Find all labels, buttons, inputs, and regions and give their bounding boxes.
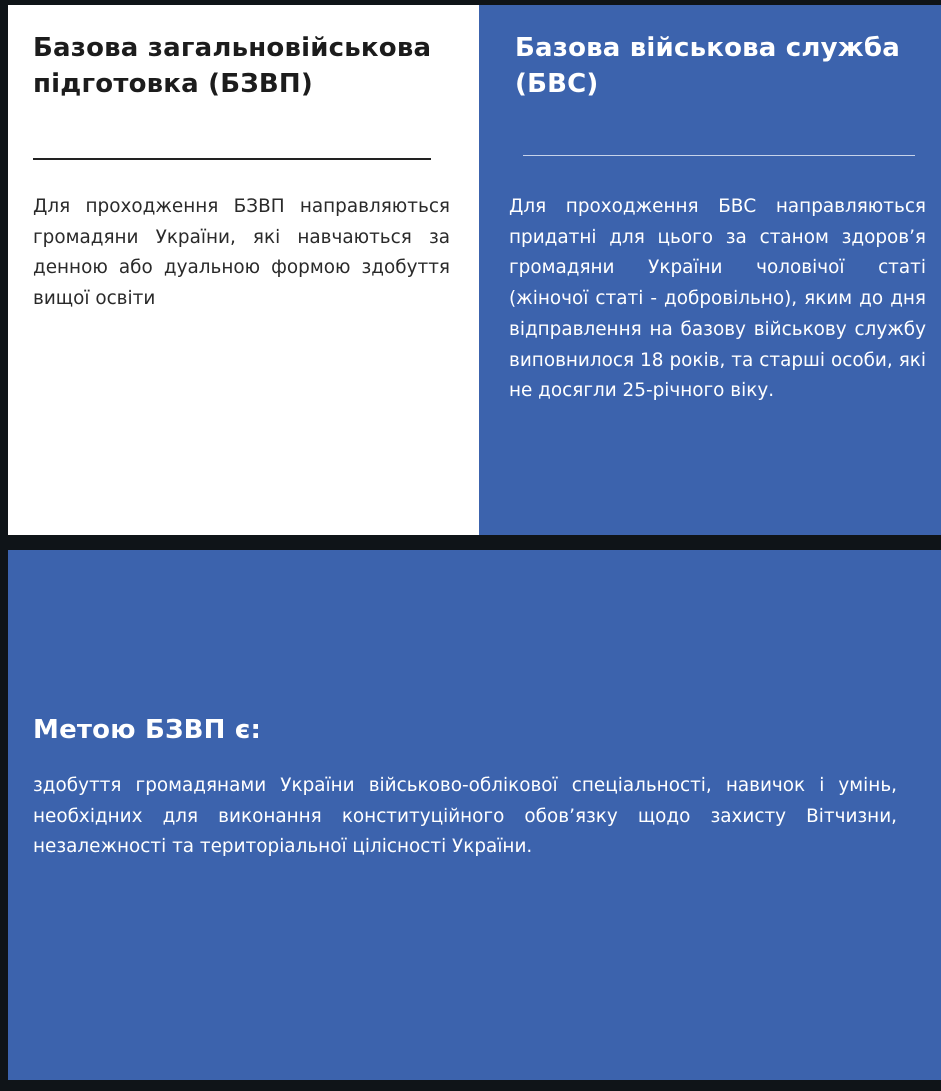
goal-card [8,550,941,1080]
goal-card-text: здобуття громадянами України військово-облікової спеціальності, навичок і умінь, необхідних для виконання конституційного обов’язку щодо захисту Вітчизни, незалежності та територіальної цілісності України. [33,775,897,858]
bzvp-card-divider [33,158,431,160]
bvs-card-divider [523,155,915,156]
bzvp-card [8,5,479,535]
bvs-card [479,5,941,535]
bzvp-card-title: Базова загальновійськова підготовка (БЗВП) [33,33,432,99]
bvs-card-title: Базова військова служба (БВС) [515,33,900,99]
bzvp-card-text: Для проходження БЗВП направляються громадяни України, які навчаються за денною або дуальною формою здобуття вищої освіти [33,196,450,310]
bvs-card-text: Для проходження БВС направляються придатні для цього за станом здоров’я громадяни України чоловічої статі (жіночої статі - добровільно), яким до дня відправлення на базову військову службу виповнилося 18 років, та старші особи, які не досягли 25-річного віку. [509,196,926,402]
goal-card-title: Метою БЗВП є: [33,715,262,745]
